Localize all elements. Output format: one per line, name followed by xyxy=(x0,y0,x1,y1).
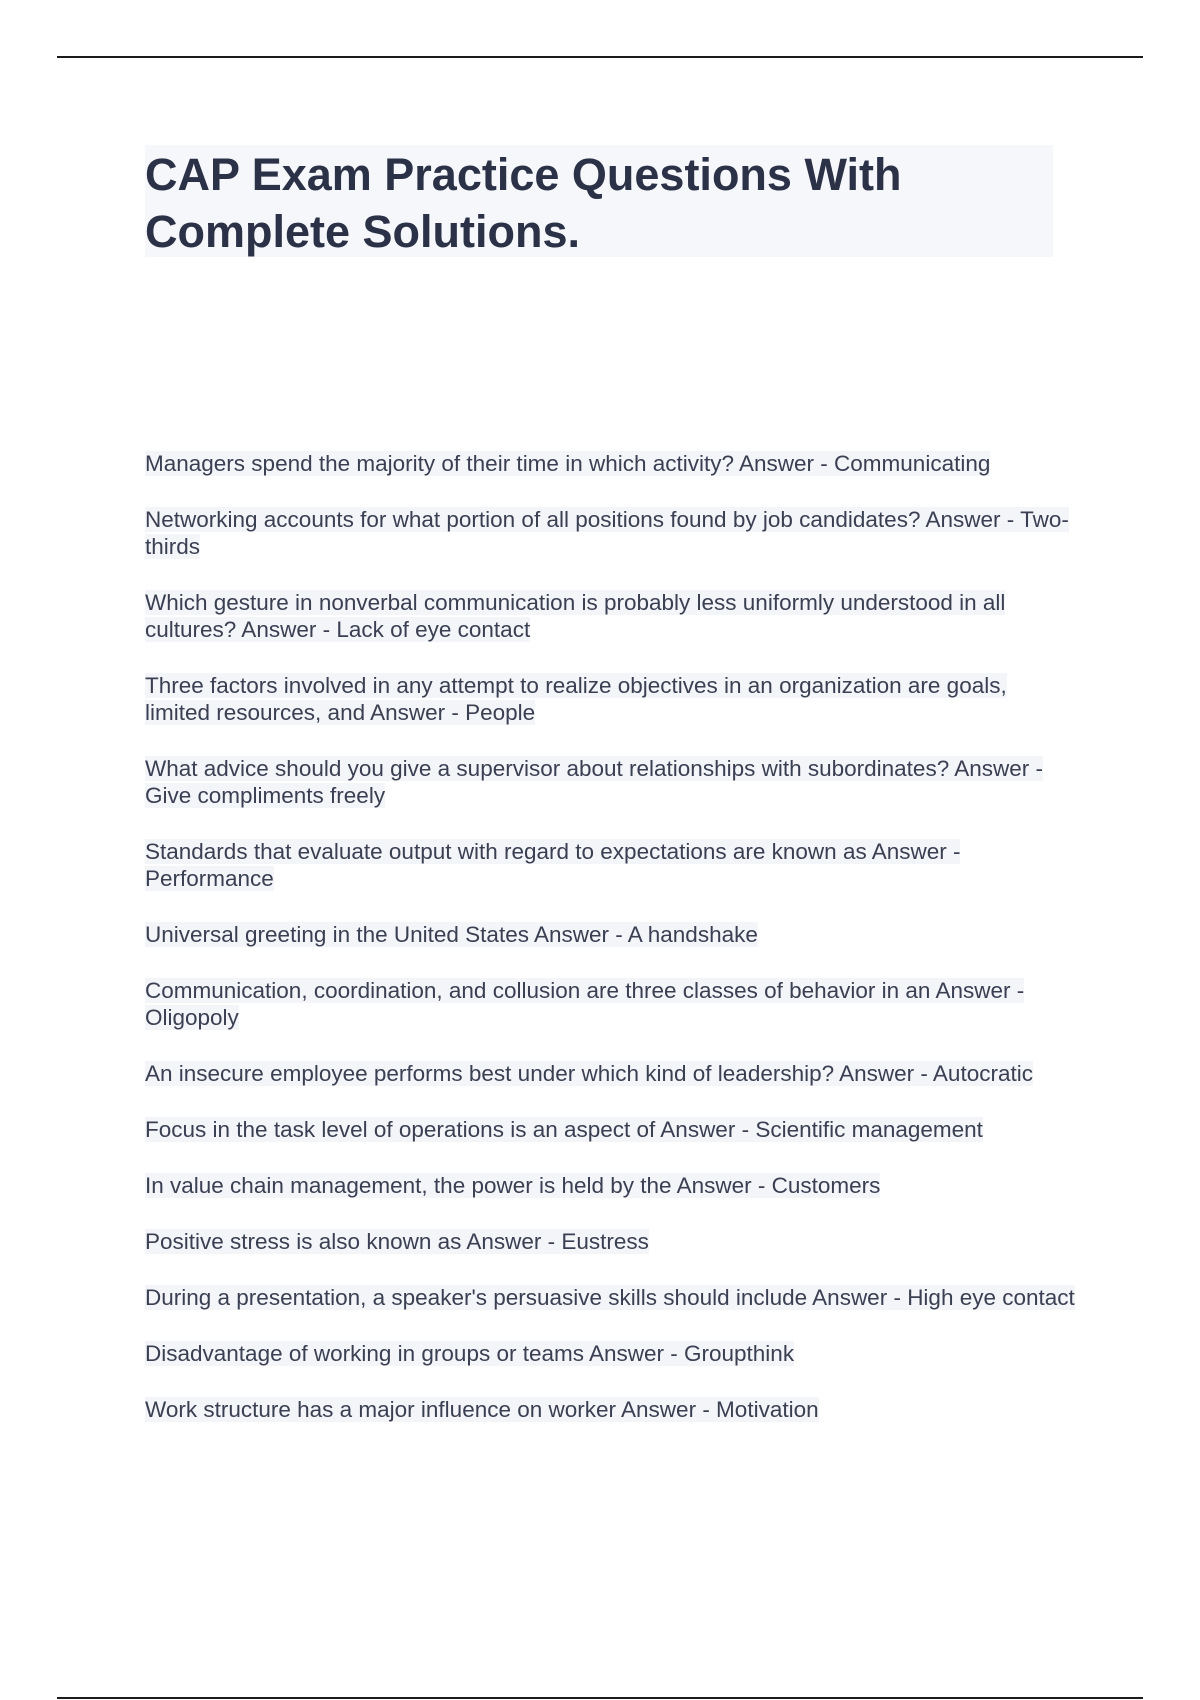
qa-item xyxy=(145,1228,1075,1255)
qa-item xyxy=(145,450,1075,477)
qa-item-text: During a presentation, a speaker's persuasive skills should include Answer - High eye contact xyxy=(145,1285,1075,1310)
qa-item xyxy=(145,755,1075,809)
qa-item-text: Focus in the task level of operations is an aspect of Answer - Scientific management xyxy=(145,1117,983,1142)
document-title: CAP Exam Practice Questions With Complete Solutions. xyxy=(145,149,902,257)
qa-item-text: What advice should you give a supervisor about relationships with subordinates? Answer - Give compliments freely xyxy=(145,756,1043,808)
qa-item-text: Managers spend the majority of their time in which activity? Answer - Communicating xyxy=(145,451,991,476)
qa-item xyxy=(145,838,1075,892)
qa-item xyxy=(145,1060,1075,1087)
qa-item xyxy=(145,506,1075,560)
qa-item xyxy=(145,1116,1075,1143)
qa-item-text: Communication, coordination, and collusion are three classes of behavior in an Answer - Oligopoly xyxy=(145,978,1025,1030)
qa-item xyxy=(145,589,1075,643)
qa-item-text: Work structure has a major influence on worker Answer - Motivation xyxy=(145,1397,819,1422)
qa-item-text: Standards that evaluate output with regard to expectations are known as Answer - Performance xyxy=(145,839,961,891)
qa-item xyxy=(145,672,1075,726)
qa-item-text: Which gesture in nonverbal communication is probably less uniformly understood in all cultures? Answer - Lack of eye contact xyxy=(145,590,1006,642)
qa-item xyxy=(145,1284,1075,1311)
qa-item-text: Universal greeting in the United States Answer - A handshake xyxy=(145,922,758,947)
title-block xyxy=(145,145,1053,257)
top-rule xyxy=(57,56,1143,58)
qa-item xyxy=(145,1340,1075,1367)
qa-item-text: In value chain management, the power is held by the Answer - Customers xyxy=(145,1173,881,1198)
qa-item-text: Three factors involved in any attempt to realize objectives in an organization are goals, limited resources, and Answer - People xyxy=(145,673,1007,725)
qa-list xyxy=(145,450,1075,1452)
bottom-rule xyxy=(57,1697,1143,1699)
qa-item xyxy=(145,977,1075,1031)
qa-item-text: Disadvantage of working in groups or teams Answer - Groupthink xyxy=(145,1341,795,1366)
qa-item-text: Networking accounts for what portion of all positions found by job candidates? Answer - Two-thirds xyxy=(145,507,1069,559)
qa-item-text: An insecure employee performs best under which kind of leadership? Answer - Autocratic xyxy=(145,1061,1033,1086)
qa-item xyxy=(145,921,1075,948)
qa-item xyxy=(145,1396,1075,1423)
qa-item-text: Positive stress is also known as Answer - Eustress xyxy=(145,1229,649,1254)
qa-item xyxy=(145,1172,1075,1199)
